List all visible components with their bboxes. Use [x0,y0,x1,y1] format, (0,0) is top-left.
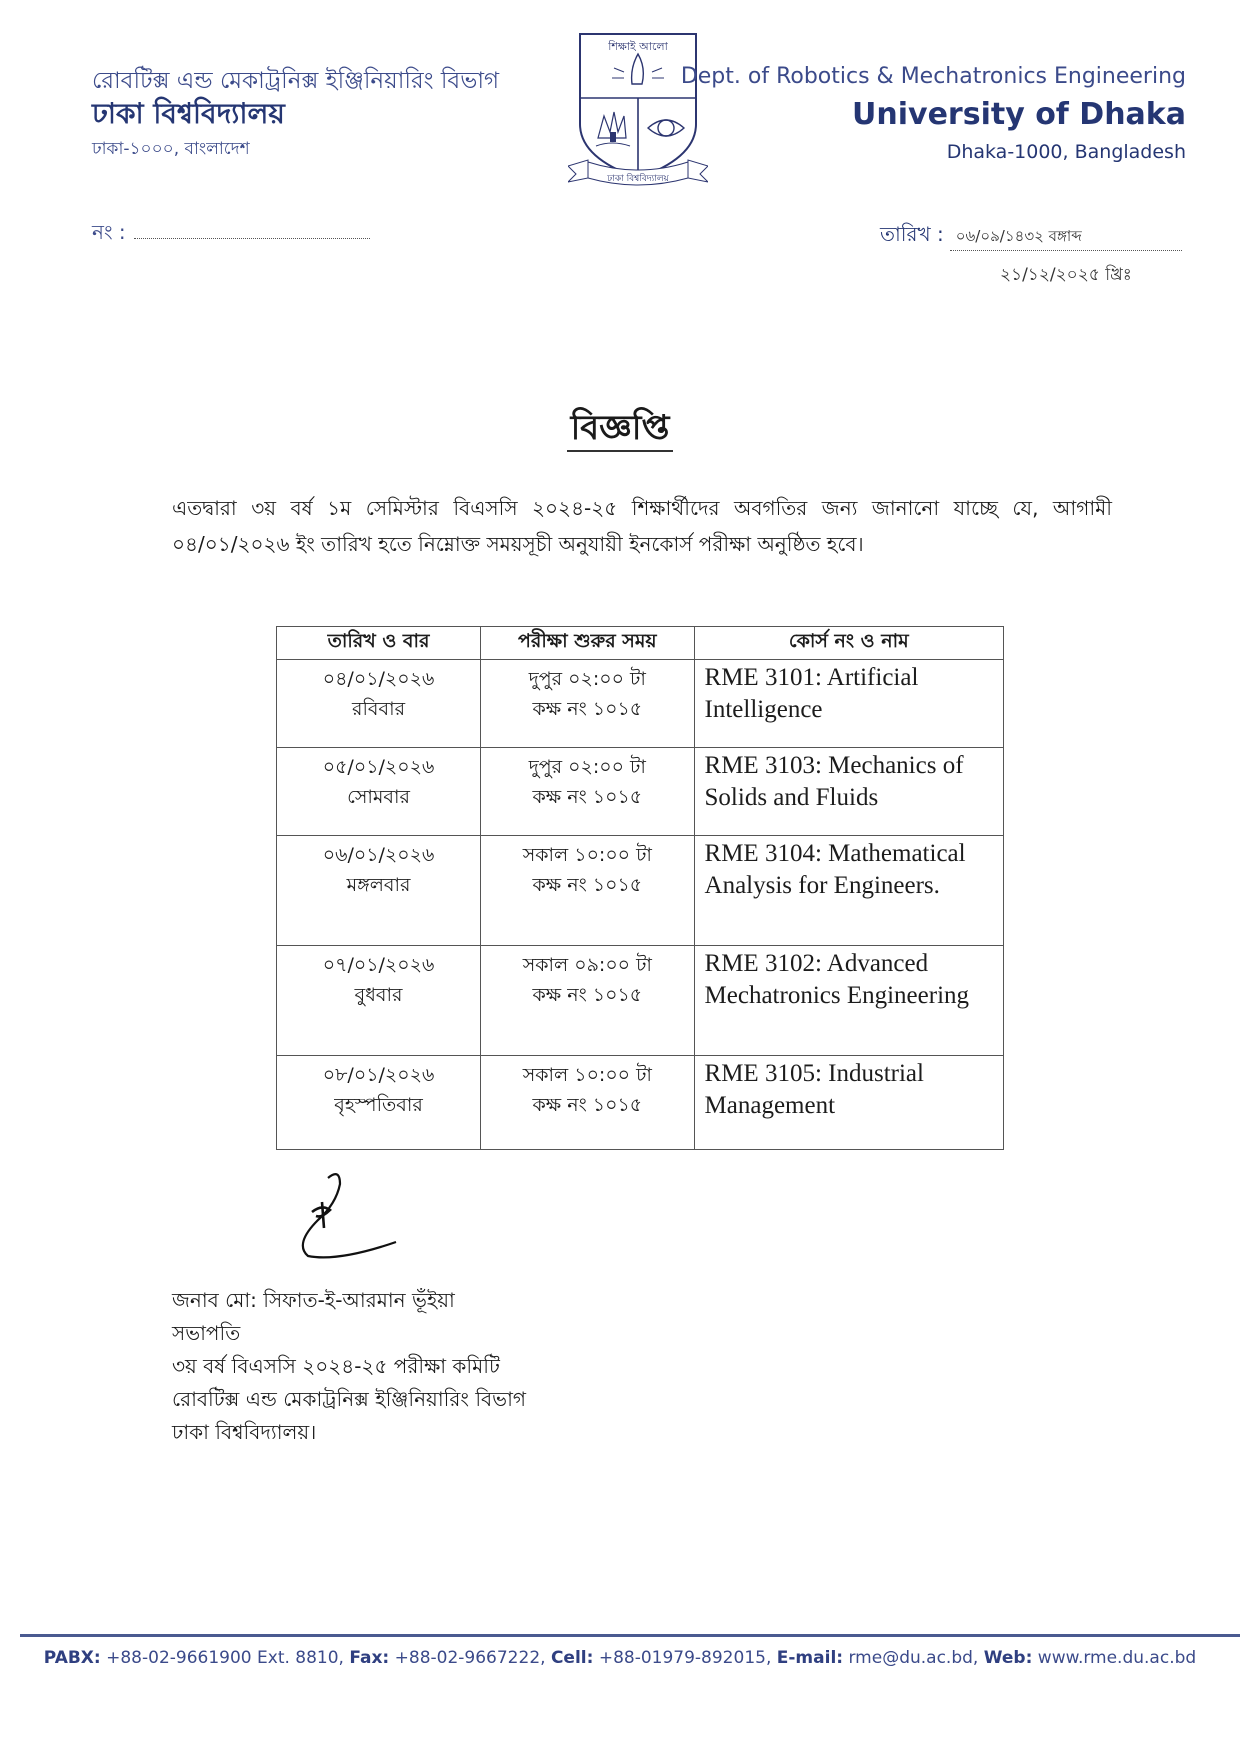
header-en-university: University of Dhaka [852,97,1186,132]
header-date-day: তারিখ ও বার [277,627,481,660]
exam-day: রবিবার [352,698,406,720]
signatory-designation: সভাপতি [172,1321,241,1345]
cell-value: +88-01979-892015, [598,1648,772,1668]
pabx-value: +88-02-9661900 Ext. 8810, [106,1648,344,1668]
cell-course: RME 3101: Artificial Intelligence [694,660,1003,748]
exam-day: বুধবার [354,984,403,1006]
reference-number [92,218,370,251]
cell-date-day [277,660,481,748]
pabx-label: PABX: [43,1648,101,1668]
signatory-committee: ৩য় বর্ষ বিএসসি ২০২৪-২৫ পরীক্ষা কমিটি [172,1354,500,1378]
exam-date: ০৬/০১/২০২৬ [322,844,435,866]
header-course: কোর্স নং ও নাম [694,627,1003,660]
reference-label: নং : [92,220,126,244]
web-label: Web: [983,1648,1033,1668]
header-en-address: Dhaka-1000, Bangladesh [946,141,1186,163]
table-row [277,1056,1004,1150]
exam-date: ০৮/০১/২০২৬ [322,1064,435,1086]
signatory-department: রোবটিক্স এন্ড মেকাট্রনিক্স ইঞ্জিনিয়ারিং বিভাগ [172,1387,526,1411]
date-label: তারিখ : [880,222,944,246]
cell-time-room [481,946,694,1056]
crest-motto: শিক্ষাই আলো [608,40,668,53]
table-row [277,660,1004,748]
exam-date: ০৭/০১/২০২৬ [322,954,435,976]
exam-room: কক্ষ নং ১০১৫ [532,984,643,1006]
cell-time-room [481,836,694,946]
footer-divider [20,1634,1240,1637]
date-bangla-row [880,220,1182,253]
fax-value: +88-02-9667222, [394,1648,546,1668]
exam-room: কক্ষ নং ১০১৫ [532,786,643,808]
exam-time: দুপুর ০২:০০ টা [528,756,646,778]
exam-day: মঙ্গলবার [346,874,411,896]
cell-course: RME 3102: Advanced Mechatronics Engineering [694,946,1003,1056]
signatory-university: ঢাকা বিশ্ববিদ্যালয়। [172,1420,317,1444]
reference-value [134,222,370,239]
header-bn-department: রোবটিক্স এন্ড মেকাট্রনিক্স ইঞ্জিনিয়ারিং বিভাগ [92,68,500,94]
date-gregorian: ২১/১২/২০২৫ খ্রিঃ [1000,265,1132,285]
table-row [277,946,1004,1056]
exam-time: সকাল ১০:০০ টা [522,844,652,866]
exam-room: কক্ষ নং ১০১৫ [532,698,643,720]
header-bn-address: ঢাকা-১০০০, বাংলাদেশ [92,139,250,159]
cell-date-day [277,748,481,836]
exam-room: কক্ষ নং ১০১৫ [532,1094,643,1116]
university-crest-icon [568,28,708,188]
exam-date: ০৪/০১/২০২৬ [322,668,435,690]
cell-date-day [277,1056,481,1150]
signatory-block [172,1284,526,1449]
table-row [277,748,1004,836]
exam-schedule-table [276,626,1004,1150]
cell-course: RME 3103: Mechanics of Solids and Fluids [694,748,1003,836]
web-value: www.rme.du.ac.bd [1037,1648,1197,1668]
cell-course: RME 3104: Mathematical Analysis for Engineers. [694,836,1003,946]
notice-title-text: বিজ্ঞপ্তি [567,408,674,452]
email-label: E-mail: [776,1648,844,1668]
table-header-row [277,627,1004,660]
footer-contact [0,1648,1240,1668]
cell-date-day [277,836,481,946]
signatory-name: জনাব মো: সিফাত-ই-আরমান ভূঁইয়া [172,1288,455,1312]
email-value: rme@du.ac.bd, [848,1648,979,1668]
handwritten-signature-icon [278,1160,408,1260]
cell-course: RME 3105: Industrial Management [694,1056,1003,1150]
cell-label: Cell: [550,1648,594,1668]
exam-room: কক্ষ নং ১০১৫ [532,874,643,896]
table-row [277,836,1004,946]
exam-time: দুপুর ০২:০০ টা [528,668,646,690]
exam-day: সোমবার [347,786,410,808]
cell-time-room [481,748,694,836]
header-start-time: পরীক্ষা শুরুর সময় [481,627,694,660]
cell-date-day [277,946,481,1056]
fax-label: Fax: [349,1648,390,1668]
header-bn-university: ঢাকা বিশ্ববিদ্যালয় [92,97,285,130]
cell-time-room [481,660,694,748]
notice-body: এতদ্বারা ৩য় বর্ষ ১ম সেমিস্টার বিএসসি ২০২৪-২৫ শিক্ষার্থীদের অবগতির জন্য জানানো যাচ্ছে যে, আগামী ০৪/০১/২০২৬ ইং তারিখ হতে নিম্নোক্ত সময়সূচী অনুযায়ী ইনকোর্স পরীক্ষা অনুষ্ঠিত হবে। [172,496,1112,556]
header-en-department: Dept. of Robotics & Mechatronics Engineering [680,64,1186,89]
date-bangla: ০৬/০৯/১৪৩২ বঙ্গাব্দ [950,225,1182,251]
exam-date: ০৫/০১/২০২৬ [322,756,435,778]
exam-time: সকাল ০৯:০০ টা [522,954,652,976]
notice-title [0,402,1240,459]
exam-day: বৃহস্পতিবার [334,1094,423,1116]
exam-time: সকাল ১০:০০ টা [522,1064,652,1086]
cell-time-room [481,1056,694,1150]
crest-banner: ঢাকা বিশ্ববিদ্যালয় [607,174,669,184]
